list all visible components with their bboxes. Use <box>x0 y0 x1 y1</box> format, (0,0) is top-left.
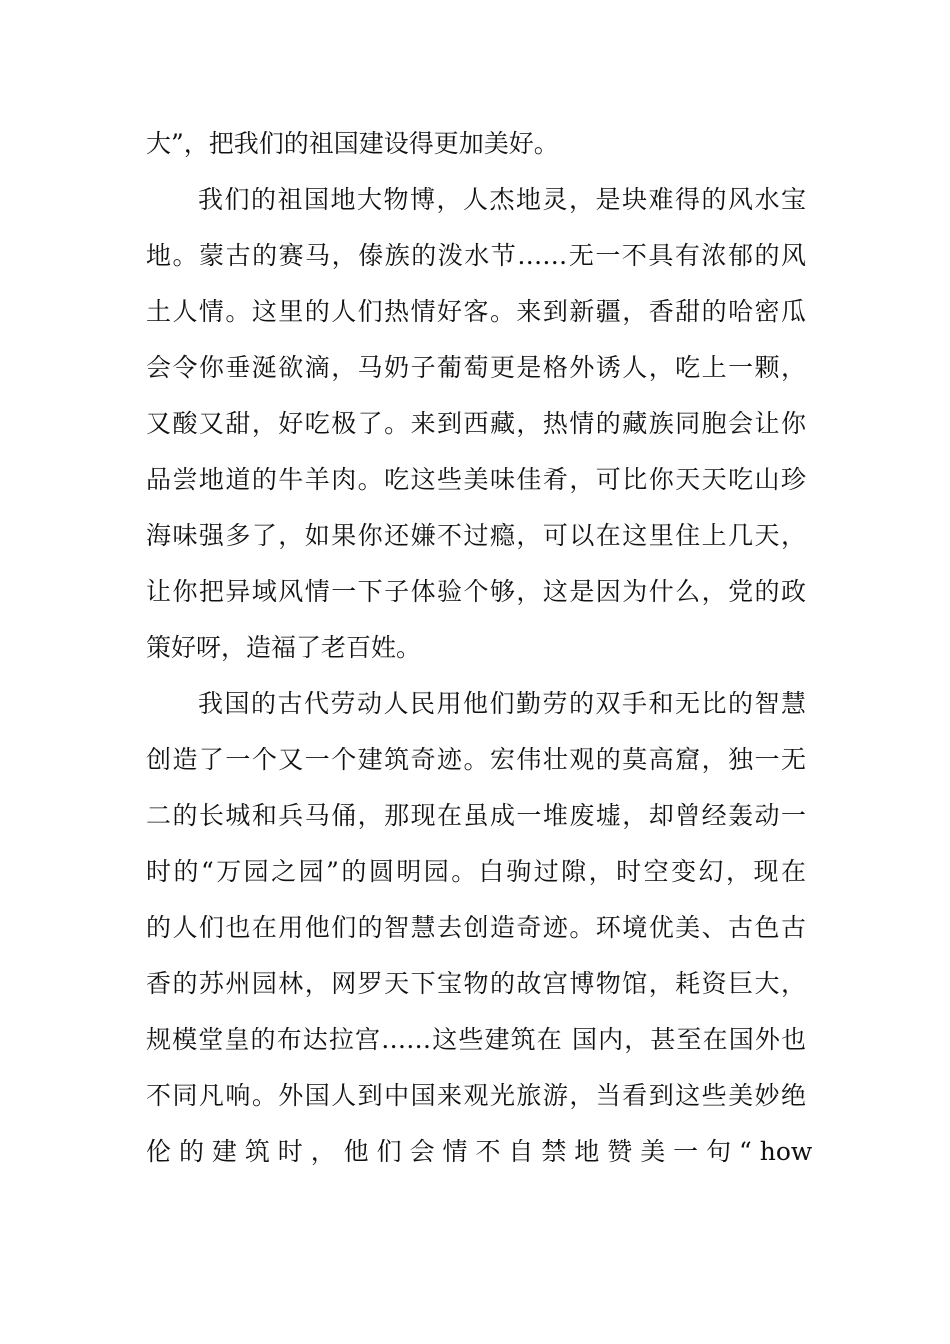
text-line: 地。蒙古的赛马，傣族的泼水节……无一不具有浓郁的风 <box>146 241 806 270</box>
text-line: 策好呀，造福了老百姓。 <box>146 633 422 662</box>
text-line: 让你把异域风情一下子体验个够，这是因为什么，党的政 <box>146 577 806 606</box>
text-line: 我们的祖国地大物博，人杰地灵，是块难得的风水宝 <box>198 185 806 214</box>
text-line: 土人情。这里的人们热情好客。来到新疆，香甜的哈密瓜 <box>146 297 806 326</box>
text-line: 品尝地道的牛羊肉。吃这些美味佳肴，可比你天天吃山珍 <box>146 465 806 494</box>
text-line: 伦 的 建 筑 时 ， 他 们 会 情 不 自 禁 地 赞 美 一 句 “ how <box>146 1137 813 1166</box>
text-line: 我国的古代劳动人民用他们勤劳的双手和无比的智慧 <box>198 689 806 718</box>
text-line: 大”，把我们的祖国建设得更加美好。 <box>146 129 559 158</box>
text-line: 二的长城和兵马俑，那现在虽成一堆废墟，却曾经轰动一 <box>146 801 806 830</box>
text-line: 海味强多了，如果你还嫌不过瘾，可以在这里住上几天， <box>146 521 806 550</box>
text-line: 规模堂皇的布达拉宫……这些建筑在 国内，甚至在国外也 <box>146 1025 806 1054</box>
text-line: 的人们也在用他们的智慧去创造奇迹。环境优美、古色古 <box>146 913 806 942</box>
text-line: 不同凡响。外国人到中国来观光旅游，当看到这些美妙绝 <box>146 1081 806 1110</box>
text-line: 又酸又甜，好吃极了。来到西藏，热情的藏族同胞会让你 <box>146 409 806 438</box>
text-line: 时的“万园之园”的圆明园。白驹过隙，时空变幻，现在 <box>146 857 806 886</box>
text-line: 会令你垂涎欲滴，马奶子葡萄更是格外诱人，吃上一颗， <box>146 353 806 382</box>
text-line: 创造了一个又一个建筑奇迹。宏伟壮观的莫高窟，独一无 <box>146 745 806 774</box>
text-line: 香的苏州园林，网罗天下宝物的故宫博物馆，耗资巨大， <box>146 969 806 998</box>
